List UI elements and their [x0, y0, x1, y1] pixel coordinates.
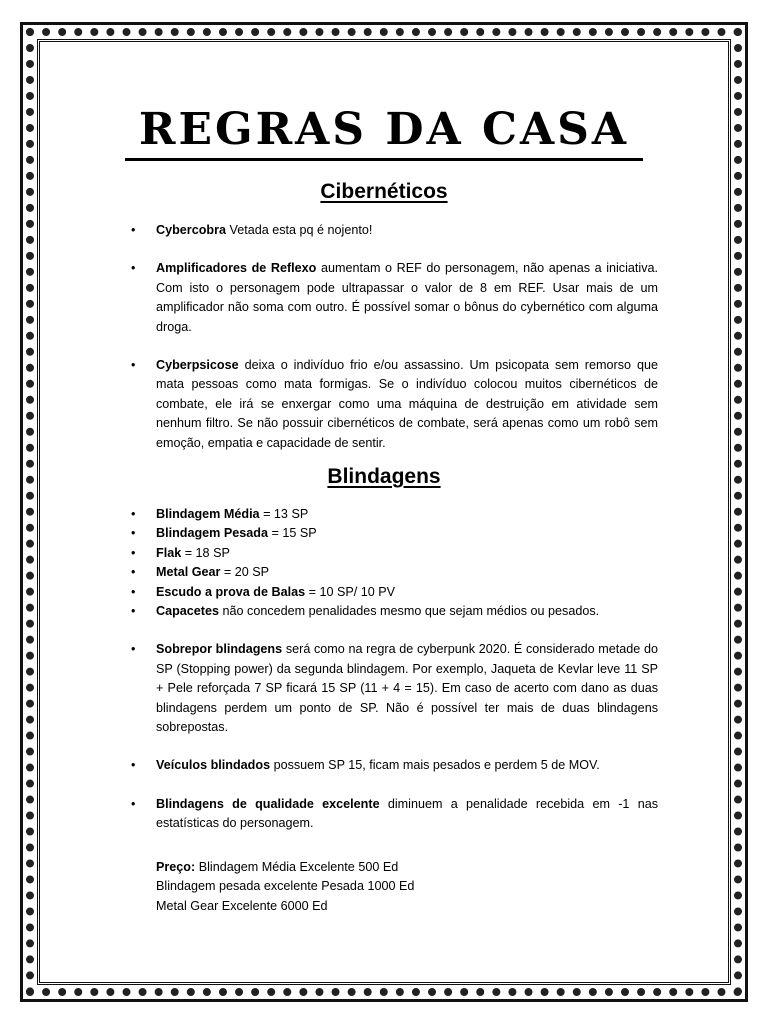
list-item: [70, 259, 658, 337]
item-text: deixa o indivíduo frio e/ou assassino. Um psicopata sem remorso que mata pessoas como mata formigas. Se o indivíduo colocou muitos cibernéticos de combate, ele irá se enxergar como uma máquina de destruição em atividade sem nenhum filtro. Se não possuir cibernéticos de combate, será apenas como um robô sem emoção, empatia e capacidade de sentir.: [156, 358, 658, 450]
item-term: Blindagem Média: [156, 507, 260, 521]
item-term: Amplificadores de Reflexo: [156, 261, 317, 276]
bullet-icon: •: [131, 796, 136, 811]
item-term: Flak: [156, 545, 182, 560]
item-term: Cyberpsicose: [156, 358, 239, 373]
list-item: [70, 524, 658, 543]
item-text: = 15 SP: [268, 526, 317, 541]
list-item: [70, 640, 658, 737]
list-item: [70, 563, 658, 582]
price-label: Preço:: [156, 860, 196, 874]
bullet-icon: •: [131, 642, 136, 657]
item-text: Vetada esta pq é nojento!: [226, 223, 373, 237]
item-term: Capacetes: [156, 604, 220, 619]
item-text: possuem SP 15, ficam mais pesados e perdem 5 de MOV.: [270, 758, 600, 773]
item-term: Sobrepor blindagens: [156, 642, 283, 657]
item-term: Metal Gear: [156, 565, 221, 580]
item-term: Cybercobra: [156, 223, 226, 237]
price-line: Metal Gear Excelente 6000 Ed: [156, 898, 328, 913]
document-page: [70, 0, 698, 1024]
list-item: [70, 756, 658, 775]
bullet-icon: •: [131, 223, 136, 237]
item-text: será como na regra de cyberpunk 2020. É considerado metade do SP (Stopping power) da segunda blindagem. Por exemplo, Jaqueta de Kevlar leve 11 SP + Pele reforçada 7 SP ficará 15 SP (11 + 4 = 15). Em caso de acerto com dano as duas blindagens perdem um ponto de SP. Não é possível ter mais de duas blindagens sobrepostas.: [156, 642, 658, 735]
item-text: = 20 SP: [220, 565, 270, 580]
item-term: Blindagem Pesada: [156, 526, 268, 541]
bullet-icon: •: [131, 507, 136, 521]
bullet-icon: •: [131, 545, 136, 560]
price-line: [156, 858, 414, 877]
list-item: [70, 602, 658, 621]
item-text: aumentam o REF do personagem, não apenas a iniciativa. Com isto o personagem pode ultrapassar o valor de 8 em REF. Usar mais de um amplificador não soma com outro. É possível somar o bônus do cybernético com alguma droga.: [156, 261, 659, 334]
bullet-icon: •: [131, 526, 136, 541]
title-underline: [125, 158, 643, 161]
item-text: não concedem penalidades mesmo que sejam médios ou pesados.: [219, 604, 600, 619]
list-item: [70, 544, 658, 563]
list-item: [70, 505, 658, 524]
page-title: REGRAS DA CASA: [138, 104, 630, 155]
section-heading-blindagens: Blindagens: [327, 465, 441, 488]
bullet-icon: •: [131, 358, 136, 373]
list-item: [70, 583, 658, 602]
item-term: Blindagens de qualidade excelente: [156, 796, 380, 811]
item-text: = 13 SP: [259, 507, 309, 521]
bullet-icon: •: [131, 565, 136, 580]
list-item: [70, 221, 658, 240]
bullet-icon: •: [131, 261, 136, 276]
ciberneticos-list: [70, 221, 658, 472]
item-text: = 18 SP: [181, 545, 230, 560]
item-text: = 10 SP/ 10 PV: [305, 584, 396, 599]
list-item: [70, 356, 658, 453]
bullet-icon: •: [131, 758, 136, 773]
item-term: Veículos blindados: [156, 758, 271, 773]
price-block: [156, 858, 414, 916]
section-heading-ciberneticos: Cibernéticos: [320, 180, 448, 203]
item-term: Escudo a prova de Balas: [156, 584, 306, 599]
bullet-icon: •: [131, 604, 136, 619]
item-text: diminuem a penalidade recebida em -1 nas estatísticas do personagem.: [156, 796, 658, 831]
bullet-icon: •: [131, 584, 136, 599]
price-line: Blindagem pesada excelente Pesada 1000 Ed: [156, 879, 415, 894]
list-item: [70, 795, 658, 834]
blindagens-list: [70, 505, 658, 834]
price-text: Blindagem Média Excelente 500 Ed: [195, 860, 399, 874]
